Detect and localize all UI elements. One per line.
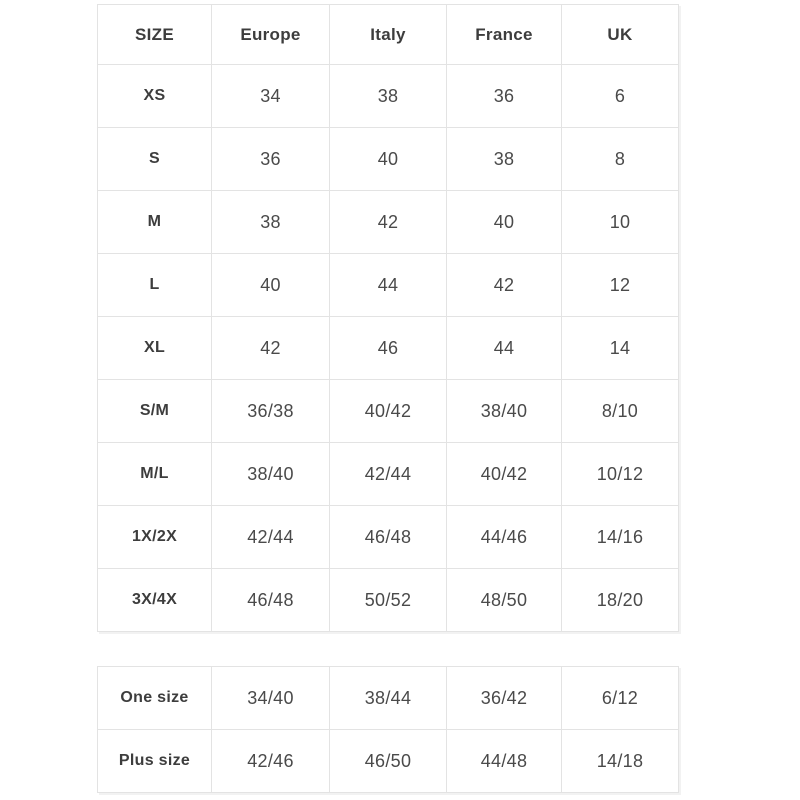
value-cell: 42/44 bbox=[212, 506, 330, 569]
table-row bbox=[98, 65, 679, 128]
value-cell: 6/12 bbox=[562, 667, 679, 730]
value-cell: 42 bbox=[447, 254, 562, 317]
value-cell: 40/42 bbox=[447, 443, 562, 506]
row-label-cell: One size bbox=[98, 667, 212, 730]
row-label-cell: XS bbox=[98, 65, 212, 128]
table-row bbox=[98, 667, 679, 730]
row-label-cell: S bbox=[98, 128, 212, 191]
row-label-cell: XL bbox=[98, 317, 212, 380]
row-label-cell: 3X/4X bbox=[98, 569, 212, 632]
row-label-cell: M bbox=[98, 191, 212, 254]
value-cell: 42 bbox=[212, 317, 330, 380]
value-cell: 38 bbox=[212, 191, 330, 254]
value-cell: 50/52 bbox=[330, 569, 447, 632]
table-row bbox=[98, 730, 679, 793]
row-label-cell: 1X/2X bbox=[98, 506, 212, 569]
row-label-cell: M/L bbox=[98, 443, 212, 506]
value-cell: 8 bbox=[562, 128, 679, 191]
value-cell: 40 bbox=[212, 254, 330, 317]
header-cell-size: SIZE bbox=[98, 5, 212, 65]
value-cell: 8/10 bbox=[562, 380, 679, 443]
value-cell: 46/50 bbox=[330, 730, 447, 793]
table-row bbox=[98, 443, 679, 506]
value-cell: 48/50 bbox=[447, 569, 562, 632]
value-cell: 38 bbox=[447, 128, 562, 191]
value-cell: 38/40 bbox=[447, 380, 562, 443]
value-cell: 36/38 bbox=[212, 380, 330, 443]
table-row bbox=[98, 380, 679, 443]
value-cell: 34 bbox=[212, 65, 330, 128]
value-cell: 46 bbox=[330, 317, 447, 380]
size-conversion-table bbox=[97, 4, 679, 632]
value-cell: 36 bbox=[447, 65, 562, 128]
value-cell: 42/44 bbox=[330, 443, 447, 506]
table-row bbox=[98, 254, 679, 317]
value-cell: 40/42 bbox=[330, 380, 447, 443]
value-cell: 36 bbox=[212, 128, 330, 191]
table-row bbox=[98, 317, 679, 380]
value-cell: 34/40 bbox=[212, 667, 330, 730]
header-cell-europe: Europe bbox=[212, 5, 330, 65]
value-cell: 14/16 bbox=[562, 506, 679, 569]
value-cell: 44/46 bbox=[447, 506, 562, 569]
table-row bbox=[98, 506, 679, 569]
table-row bbox=[98, 191, 679, 254]
value-cell: 18/20 bbox=[562, 569, 679, 632]
value-cell: 6 bbox=[562, 65, 679, 128]
table-row bbox=[98, 128, 679, 191]
value-cell: 46/48 bbox=[212, 569, 330, 632]
row-label-cell: S/M bbox=[98, 380, 212, 443]
value-cell: 40 bbox=[447, 191, 562, 254]
value-cell: 44 bbox=[447, 317, 562, 380]
value-cell: 42 bbox=[330, 191, 447, 254]
row-label-cell: Plus size bbox=[98, 730, 212, 793]
value-cell: 14 bbox=[562, 317, 679, 380]
value-cell: 14/18 bbox=[562, 730, 679, 793]
table-header-row bbox=[98, 5, 679, 65]
value-cell: 38/44 bbox=[330, 667, 447, 730]
value-cell: 10 bbox=[562, 191, 679, 254]
value-cell: 40 bbox=[330, 128, 447, 191]
value-cell: 42/46 bbox=[212, 730, 330, 793]
value-cell: 36/42 bbox=[447, 667, 562, 730]
value-cell: 38 bbox=[330, 65, 447, 128]
header-cell-italy: Italy bbox=[330, 5, 447, 65]
value-cell: 10/12 bbox=[562, 443, 679, 506]
value-cell: 44/48 bbox=[447, 730, 562, 793]
header-cell-uk: UK bbox=[562, 5, 679, 65]
special-sizes-table bbox=[97, 666, 679, 793]
table-row bbox=[98, 569, 679, 632]
value-cell: 12 bbox=[562, 254, 679, 317]
value-cell: 38/40 bbox=[212, 443, 330, 506]
row-label-cell: L bbox=[98, 254, 212, 317]
value-cell: 46/48 bbox=[330, 506, 447, 569]
header-cell-france: France bbox=[447, 5, 562, 65]
value-cell: 44 bbox=[330, 254, 447, 317]
